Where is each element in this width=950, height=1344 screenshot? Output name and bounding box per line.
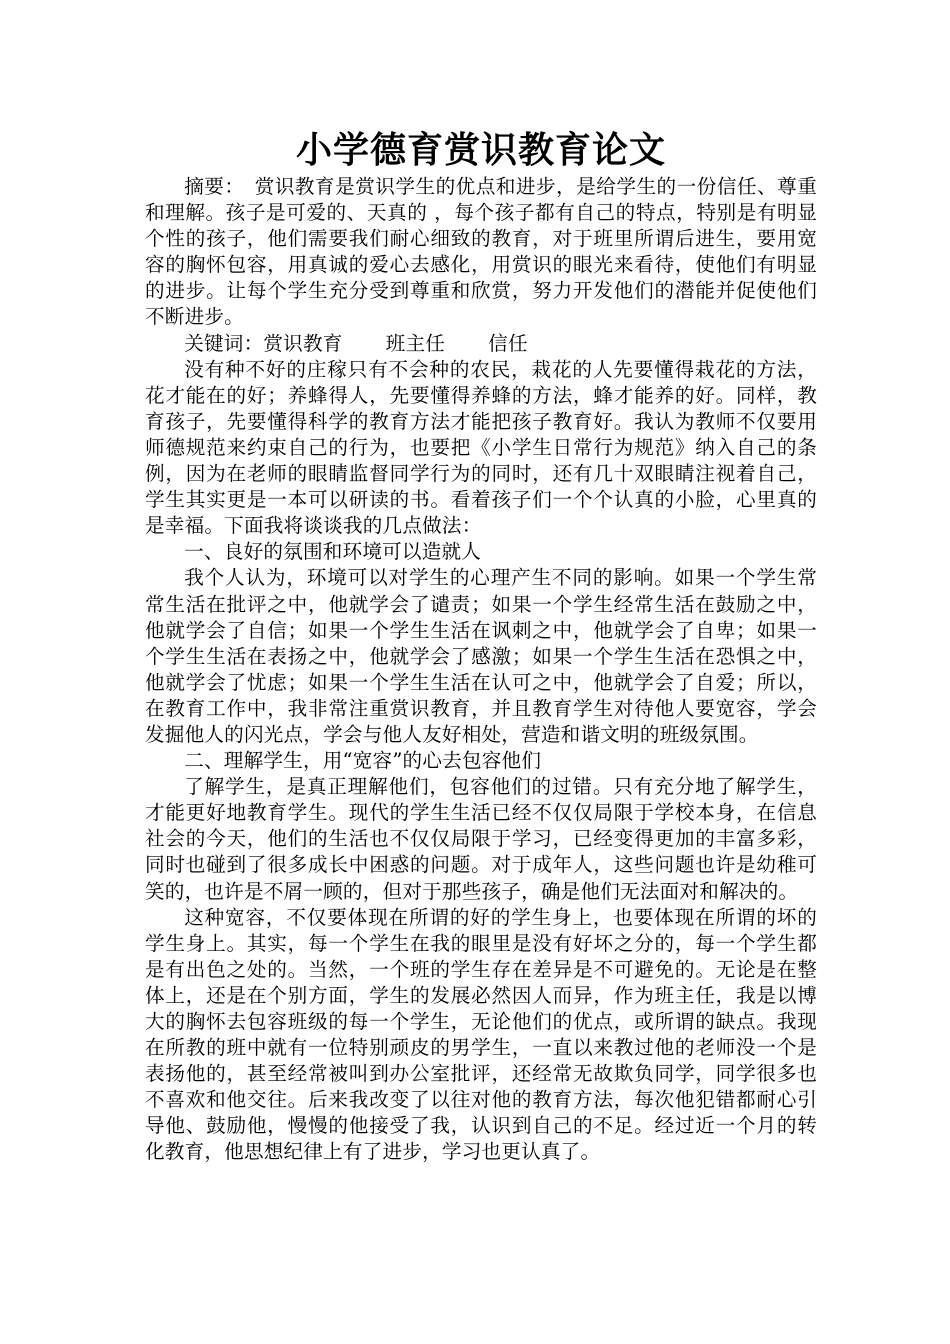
intro-paragraph: 没有种不好的庄稼只有不会种的农民，栽花的人先要懂得栽花的方法，花才能在的好；养蜂得人，先要懂得养蜂的方法，蜂才能养的好。同样，教育孩子，先要懂得科学的教育方法才能把孩子教育好。我认为教师不仅要用师德规范来约束自己的行为，也要把《小学生日常行为规范》纳入自己的条例，因为在老师的眼睛监督同学行为的同时，还有几十双眼睛注视着自己，学生其实更是一本可以研读的书。看着孩子们一个个认真的小脸，心里真的是幸福。下面我将谈谈我的几点做法：: [145, 357, 817, 538]
keyword-item: 赏识教育: [263, 331, 343, 355]
section-heading-1: 一、良好的氛围和环境可以造就人: [184, 540, 482, 564]
keyword-item: 信任: [488, 331, 528, 355]
abstract-paragraph: 摘要： 赏识教育是赏识学生的优点和进步，是给学生的一份信任、尊重和理解。孩子是可爱的、天真的 ，每个孩子都有自己的特点，特别是有明显个性的孩子，他们需要我们耐心细致的教育，对于班里所谓后进生，要用宽容的胸怀包容，用真诚的爱心去感化，用赏识的眼光来看待，使他们有明显的进步。让每个学生充分受到尊重和欣赏，努力开发他们的潜能并促使他们不断进步。: [145, 175, 817, 329]
document-page: [145, 128, 817, 1166]
section-2-paragraph-2: 这种宽容，不仅要体现在所谓的好的学生身上，也要体现在所谓的坏的学生身上。其实，每一个学生在我的眼里是没有好坏之分的，每一个学生都是有出色之处的。当然，一个班的学生存在差异是不可避免的。无论是在整体上，还是在个别方面，学生的发展必然因人而异，作为班主任，我是以博大的胸怀去包容班级的每一个学生，无论他们的优点，或所谓的缺点。我现在所教的班中就有一位特别顽皮的男学生，一直以来教过他的老师没一个是表扬他的，甚至经常被叫到办公室批评，还经常无故欺负同学，同学很多也不喜欢和他交往。后来我改变了以往对他的教育方法，每次他犯错都耐心引导他、鼓励他，慢慢的他接受了我，认识到自己的不足。经过近一个月的转化教育，他思想纪律上有了进步，学习也更认真了。: [145, 905, 817, 1164]
section-2-paragraph-1: 了解学生，是真正理解他们，包容他们的过错。只有充分地了解学生，才能更好地教育学生。现代的学生生活已经不仅仅局限于学校本身，在信息社会的今天，他们的生活也不仅仅局限于学习，已经变得更加的丰富多彩，同时也碰到了很多成长中困惑的问题。对于成年人，这些问题也许是幼稚可笑的，也许是不屑一顾的，但对于那些孩子，确是他们无法面对和解决的。: [145, 775, 817, 903]
section-heading-2: 二、理解学生，用“宽容”的心去包容他们: [184, 749, 542, 773]
keyword-item: 班主任: [385, 331, 446, 355]
keywords-line: [145, 331, 817, 357]
section-1-paragraph: 我个人认为，环境可以对学生的心理产生不同的影响。如果一个学生常常生活在批评之中，他就学会了谴责；如果一个学生经常生活在鼓励之中，他就学会了自信；如果一个学生生活在讽刺之中，他就学会了自卑；如果一个学生生活在表扬之中，他就学会了感激；如果一个学生生活在恐惧之中，他就学会了忧虑；如果一个学生生活在认可之中，他就学会了自爱；所以，在教育工作中，我非常注重赏识教育，并且教育学生对待他人要宽容，学会发掘他人的闪光点，学会与他人友好相处，营造和谐文明的班级氛围。: [145, 566, 817, 746]
keywords-label: 关键词：: [184, 331, 264, 355]
document-title: 小学德育赏识教育论文: [295, 130, 666, 171]
